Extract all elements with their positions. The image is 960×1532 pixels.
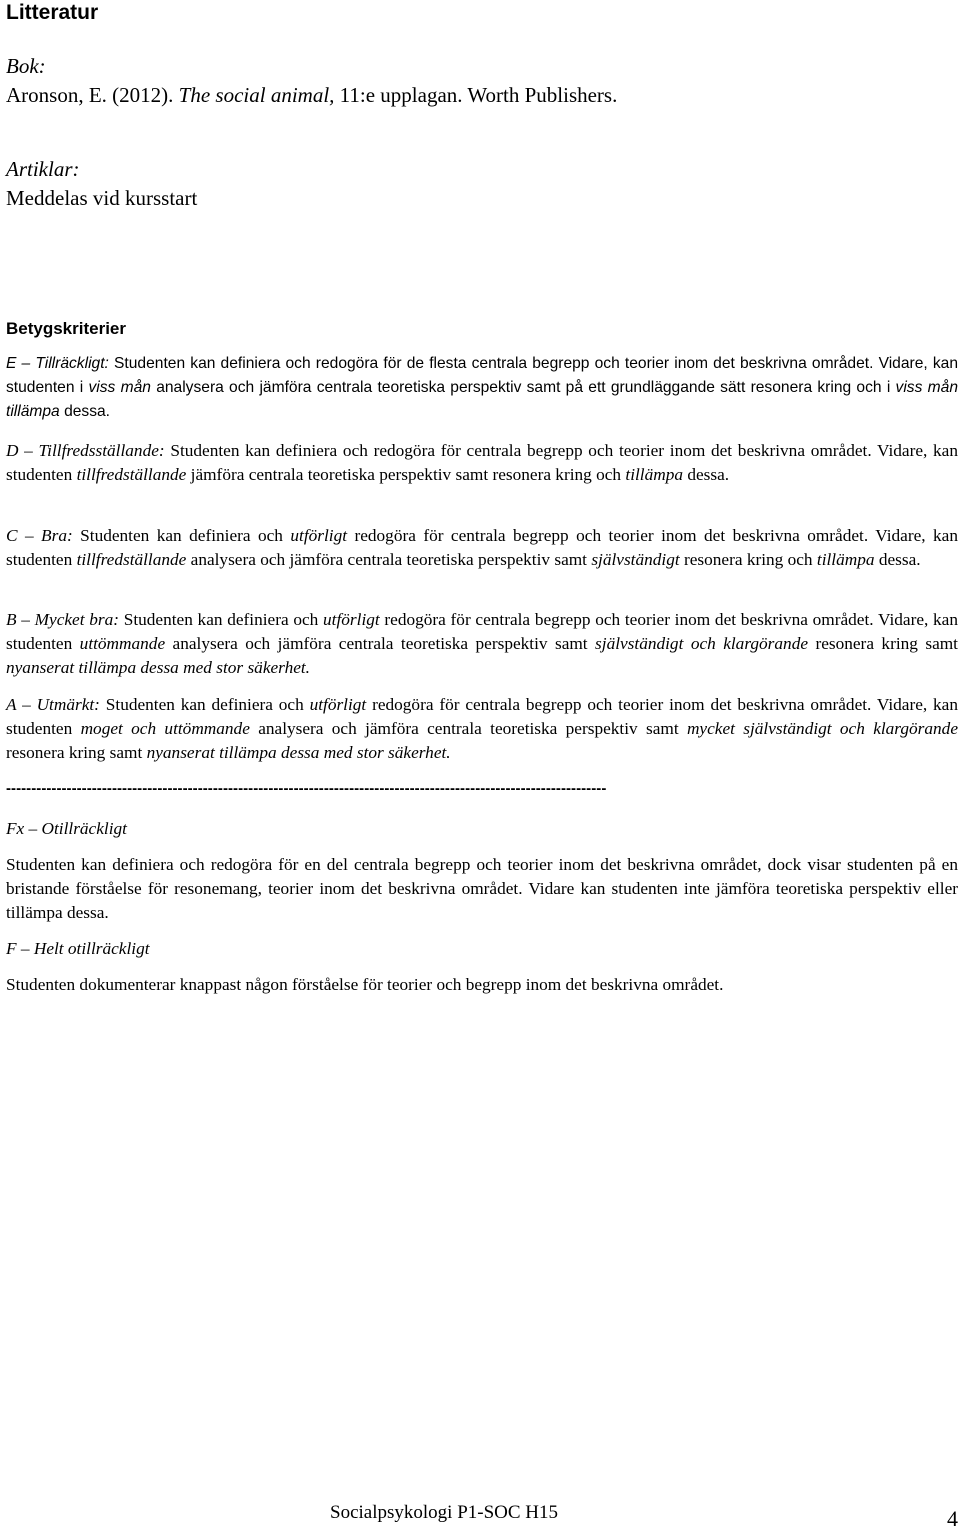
grade-c-emphasis: tillämpa xyxy=(816,550,875,569)
grade-b-text: Studenten kan definiera och xyxy=(119,610,324,629)
articles-label: Artiklar: xyxy=(6,157,80,181)
grade-a-text: resonera kring samt xyxy=(6,743,147,762)
grade-d-label: D – Tillfredsställande: xyxy=(6,441,165,460)
grade-b-emphasis: självständigt och klargörande xyxy=(595,634,809,653)
grade-a-emphasis: mycket självständigt och klargörande xyxy=(686,719,958,738)
grade-e xyxy=(6,352,958,424)
grade-c-text: analysera och jämföra centrala teoretiska perspektiv samt xyxy=(186,550,592,569)
book-reference xyxy=(6,81,958,110)
grade-a-emphasis: moget och uttömmande xyxy=(80,719,250,738)
grade-b xyxy=(6,608,958,680)
section-divider: ----------------------------------------------------------------------------------------------------------------------- xyxy=(6,780,607,797)
grade-c-emphasis: självständigt xyxy=(591,550,680,569)
grade-e-text: analysera och jämföra centrala teoretiska perspektiv samt på ett grundläggande sätt resonera kring och i xyxy=(150,379,896,396)
grade-c-text: dessa. xyxy=(874,550,921,569)
grade-b-emphasis: nyanserat tillämpa dessa med stor säkerhet. xyxy=(6,658,310,677)
grade-c-text: resonera kring och xyxy=(679,550,817,569)
book-label: Bok: xyxy=(6,54,46,78)
grade-b-text: analysera och jämföra centrala teoretiska perspektiv samt xyxy=(165,634,596,653)
grade-e-text: dessa. xyxy=(59,403,111,420)
grade-e-emphasis: viss mån tillämpa xyxy=(6,379,958,420)
grade-c-emphasis: utförligt xyxy=(290,526,348,545)
articles-section xyxy=(6,155,958,213)
grade-c-text: redogöra för centrala begrepp och teorier inom det beskrivna området. Vidare, kan studenten xyxy=(6,526,958,569)
footer-course: Socialpsykologi P1-SOC H15 xyxy=(330,1502,559,1523)
grade-fx-label xyxy=(6,817,958,841)
grade-fx-text: Studenten kan definiera och redogöra för en del centrala begrepp och teorier inom det beskrivna området, dock visar studenten på en bristande förståelse för resonemang, teorier inom det beskrivna området. Vidare kan studenten inte jämföra teoretiska perspektiv eller tillämpa dessa. xyxy=(6,855,958,922)
grade-fx-title: Fx – Otillräckligt xyxy=(6,819,127,838)
grade-b-emphasis: utförligt xyxy=(323,610,380,629)
grade-d xyxy=(6,439,958,487)
grade-d-emphasis: tillämpa xyxy=(625,465,683,484)
grade-b-text: resonera kring samt xyxy=(808,634,958,653)
book-title: The social animal, xyxy=(178,83,335,107)
grade-a-text: redogöra för centrala begrepp och teorier inom det beskrivna området. Vidare, kan studenten xyxy=(6,695,958,738)
grade-e-text: Vidare, kan studenten i xyxy=(6,355,958,396)
grade-e-emphasis: viss mån xyxy=(88,379,151,396)
grade-d-text: Studenten kan definiera och redogöra för centrala begrepp och teorier inom det beskrivna området. Vidare, kan studenten xyxy=(6,441,958,484)
grade-f-label xyxy=(6,937,958,961)
book-edition-publisher: 11:e upplagan. Worth Publishers. xyxy=(334,83,618,107)
grade-b-emphasis: uttömmande xyxy=(79,634,166,653)
grade-f-text: Studenten dokumenterar knappast någon förståelse för teorier och begrepp inom det beskrivna området. xyxy=(6,975,724,994)
grade-c xyxy=(6,524,958,572)
grade-a-label: A – Utmärkt: xyxy=(6,695,100,714)
criteria-heading: Betygskriterier xyxy=(6,319,127,338)
book-section xyxy=(6,52,958,110)
grade-a xyxy=(6,693,958,765)
page-title: Litteratur xyxy=(6,1,99,24)
grade-b-label: B – Mycket bra: xyxy=(6,610,119,629)
grade-d-emphasis: tillfredställande xyxy=(76,465,187,484)
grade-c-emphasis: tillfredställande xyxy=(76,550,187,569)
grade-c-text: Studenten kan definiera och xyxy=(72,526,291,545)
grade-d-text: dessa. xyxy=(683,465,730,484)
grade-e-label: E – Tillräckligt: xyxy=(6,355,109,372)
grade-a-text: Studenten kan definiera och xyxy=(99,695,310,714)
grade-f-title: F – Helt otillräckligt xyxy=(6,939,150,958)
grade-e-text: Studenten kan definiera och redogöra för de flesta centrala begrepp och teorier inom det beskrivna området. xyxy=(108,355,874,372)
book-author: Aronson, E. (2012). xyxy=(6,83,179,107)
grade-a-text: analysera och jämföra centrala teoretiska perspektiv samt xyxy=(249,719,687,738)
articles-text: Meddelas vid kursstart xyxy=(6,186,198,210)
grade-a-emphasis: nyanserat tillämpa dessa med stor säkerhet. xyxy=(146,743,451,762)
grade-c-label: C – Bra: xyxy=(6,526,73,545)
grade-b-text: redogöra för centrala begrepp och teorier inom det beskrivna området. Vidare, kan studenten xyxy=(6,610,958,653)
grade-d-text: jämföra centrala teoretiska perspektiv samt resonera kring och xyxy=(186,465,626,484)
page-number: 4 xyxy=(947,1506,958,1531)
grade-a-emphasis: utförligt xyxy=(309,695,367,714)
